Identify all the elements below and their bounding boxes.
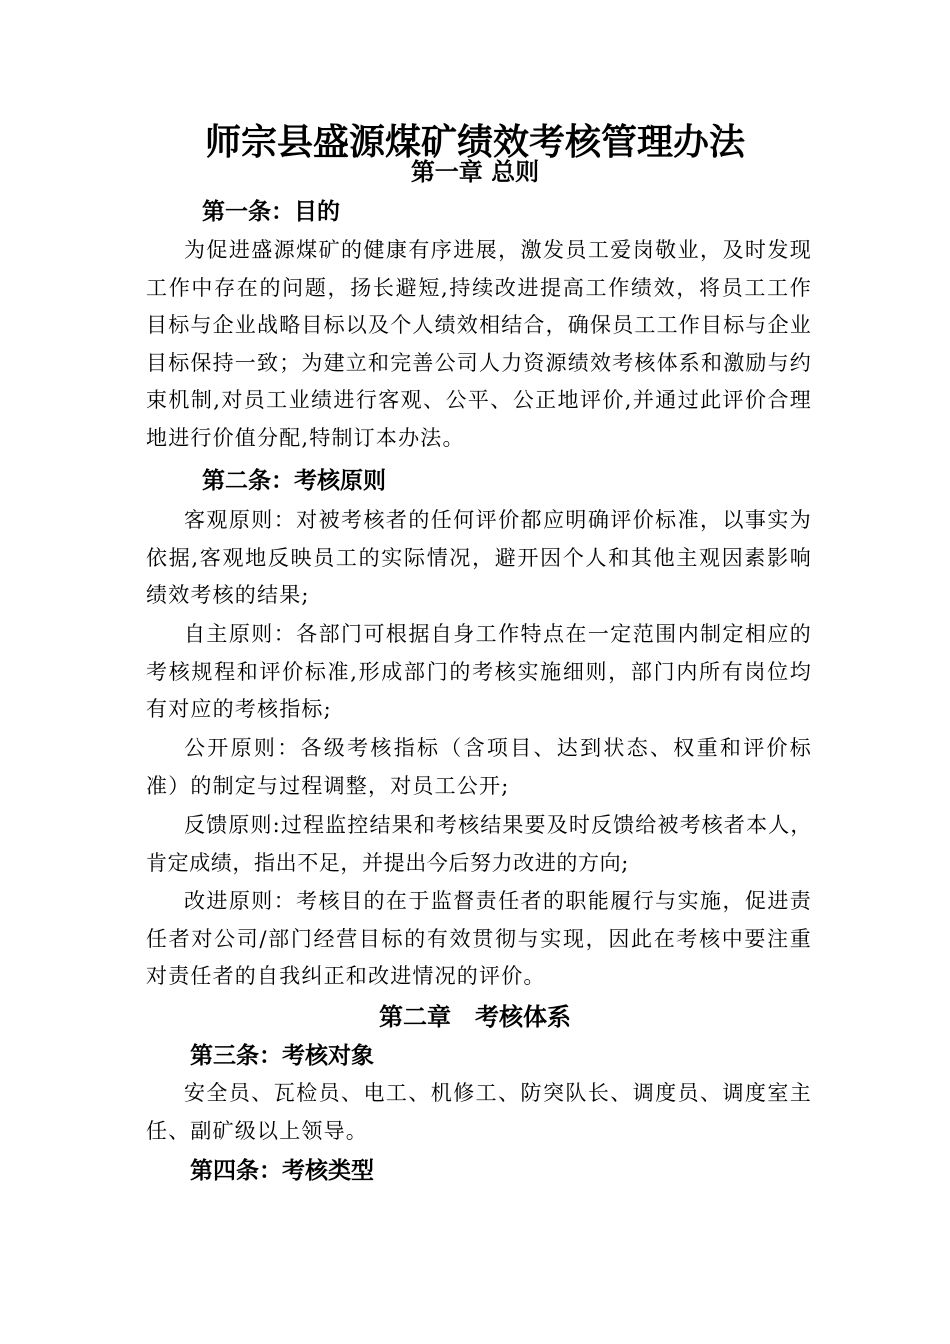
article-4-heading: 第四条：考核类型 bbox=[190, 1158, 374, 1184]
chapter-2-heading: 第二章 考核体系 bbox=[379, 1003, 571, 1031]
article-3-heading: 第三条：考核对象 bbox=[190, 1043, 374, 1069]
article-1-paragraph: 为促进盛源煤矿的健康有序进展，激发员工爱岗敬业，及时发现工作中存在的问题，扬长避短,持续改进提高工作绩效，将员工工作目标与企业战略目标以及个人绩效相结合，确保员工工作目标与企业目标保持一致；为建立和完善公司人力资源绩效考核体系和激励与约束机制,对员工业绩进行客观、公平、公正地评价,并通过此评价合理地进行价值分配,特制订本办法。 bbox=[146, 238, 812, 450]
chapter-1-heading: 第一章 总则 bbox=[410, 158, 540, 186]
principle-autonomy: 自主原则：各部门可根据自身工作特点在一定范围内制定相应的考核规程和评价标准,形成部门的考核实施细则，部门内所有岗位均有对应的考核指标; bbox=[146, 622, 812, 722]
article-1-heading: 第一条：目的 bbox=[202, 199, 340, 225]
principle-feedback: 反馈原则:过程监控结果和考核结果要及时反馈给被考核者本人，肯定成绩，指出不足，并提出今后努力改进的方向; bbox=[146, 813, 812, 875]
principle-improvement: 改进原则：考核目的在于监督责任者的职能履行与实施，促进责任者对公司/部门经营目标的有效贯彻与实现，因此在考核中要注重对责任者的自我纠正和改进情况的评价。 bbox=[146, 889, 812, 989]
article-3-paragraph: 安全员、瓦检员、电工、机修工、防突队长、调度员、调度室主任、副矿级以上领导。 bbox=[146, 1081, 812, 1143]
principle-openness: 公开原则：各级考核指标（含项目、达到状态、权重和评价标准）的制定与过程调整，对员工公开; bbox=[146, 736, 812, 798]
document-title: 师宗县盛源煤矿绩效考核管理办法 bbox=[204, 121, 745, 163]
article-2-heading: 第二条：考核原则 bbox=[202, 468, 386, 494]
principle-objective: 客观原则：对被考核者的任何评价都应明确评价标准，以事实为依据,客观地反映员工的实际情况，避开因个人和其他主观因素影响绩效考核的结果; bbox=[146, 508, 812, 608]
